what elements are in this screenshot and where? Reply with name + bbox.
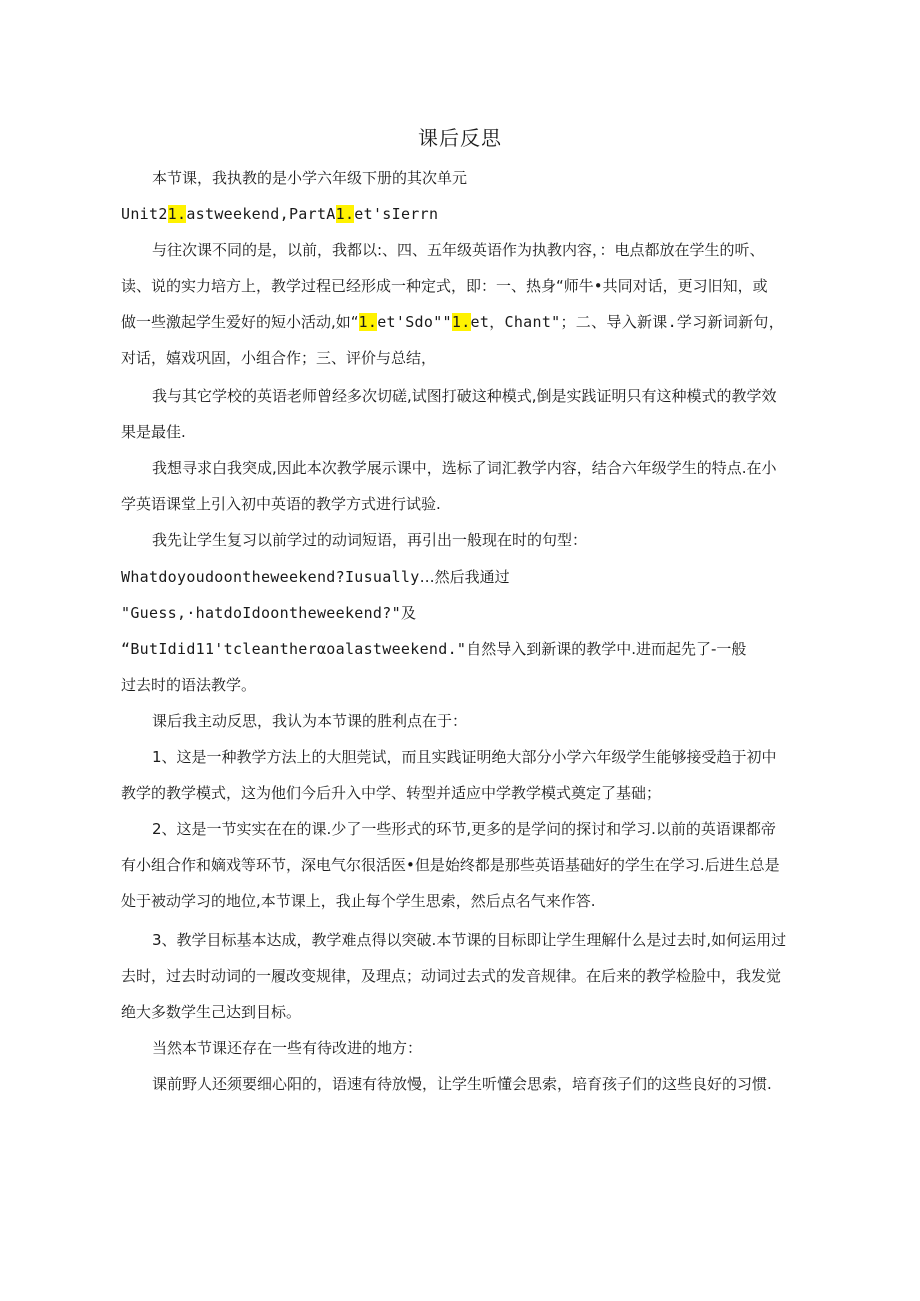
paragraph-line (121, 603, 416, 623)
paragraph-line: 本节课，我执教的是小学六年级下册的其次单元 (152, 169, 468, 187)
text-run: …然后我通过 (419, 568, 510, 586)
highlighted-text: 1. (358, 313, 378, 331)
paragraph-line: 绝大多数学生己达到目标。 (121, 1003, 302, 1021)
text-run: et，Chant"；二、导入新课.学习新词新句， (470, 313, 785, 331)
highlighted-text: 1. (167, 205, 187, 223)
highlighted-text: 1. (451, 313, 471, 331)
text-run: et'sIerrn (354, 205, 439, 223)
paragraph-line: 课后我主动反思，我认为本节课的胜利点在于： (152, 712, 468, 730)
paragraph-line: 3、教学目标基本达成，教学难点得以突破.本节课的目标即让学生理解什么是过去时,如何运用过 (152, 931, 787, 949)
paragraph-line: 当然本节课还存在一些有待改进的地方： (152, 1039, 423, 1057)
paragraph-line (121, 312, 784, 332)
paragraph-line: 我与其它学校的英语老师曾经多次切磋,试图打破这种模式,倒是实践证明只有这种模式的教学效 (152, 387, 777, 405)
paragraph-line: 我想寻求白我突成,因此本次教学展示课中，选标了词汇教学内容，结合六年级学生的特点.在小 (152, 459, 777, 477)
text-run: astweekend,PartA (186, 205, 336, 223)
text-run: 做一些激起学生爱好的短小活动,如“ (121, 313, 359, 331)
paragraph-line: 读、说的实力培方上，教学过程已经形成一种定式，即：一、热身“师牛•共同对话，更习旧知，或 (121, 277, 768, 295)
paragraph-line: 我先让学生复习以前学过的动词短语，再引出一般现在时的句型： (152, 531, 588, 549)
text-run: "Guess,·hatdoIdoontheweekend?" (121, 604, 401, 622)
text-run: et'Sdo"" (377, 313, 452, 331)
paragraph-line (121, 204, 438, 224)
paragraph-line: 有小组合作和嫡戏等环节，深电气尔很活医•但是始终都是那些英语基础好的学生在学习.后进生总是 (121, 856, 780, 874)
text-run: Unit2 (121, 205, 168, 223)
page-title: 课后反思 (418, 126, 502, 150)
highlighted-text: 1. (335, 205, 355, 223)
paragraph-line: 2、这是一节实实在在的课.少了一些形式的环节,更多的是学问的探讨和学习.以前的英语课都帝 (152, 820, 776, 838)
paragraph-line (121, 639, 746, 659)
paragraph-line: 去时，过去时动词的一履改变规律，及理点；动词过去式的发音规律。在后来的教学检脸中，我发觉 (121, 967, 782, 985)
paragraph-line: 教学的教学模式，这为他们今后升入中学、转型并适应中学教学模式奠定了基础； (121, 784, 662, 802)
text-run: 及 (400, 604, 416, 622)
paragraph-line (121, 567, 510, 587)
text-run: 自然导入到新课的教学中.进而起先了-一般 (466, 640, 747, 658)
paragraph-line: 与往次课不同的是，以前，我都以:、四、五年级英语作为执教内容，：电点都放在学生的听、 (152, 241, 765, 259)
paragraph-line: 过去时的语法教学。 (121, 676, 257, 694)
text-run: Whatdoyoudoontheweekend?Iusually (121, 568, 420, 586)
paragraph-line: 课前野人还须要细心阳的，语速有待放慢，让学生听懂会思索，培育孩子们的这些良好的习惯. (152, 1075, 772, 1093)
text-run: “ButIdid11'tcleantherαoalastweekend." (121, 640, 467, 658)
paragraph-line: 果是最佳. (121, 423, 186, 441)
paragraph-line: 学英语课堂上引入初中英语的教学方式进行试验. (121, 495, 441, 513)
paragraph-line: 1、这是一种教学方法上的大胆莞试，而且实践证明绝大部分小学六年级学生能够接受趋于初中 (152, 748, 777, 766)
paragraph-line: 处于被动学习的地位,本节课上，我止每个学生思索，然后点名气来作答. (121, 892, 596, 910)
paragraph-line: 对话，嬉戏巩固，小组合作；三、评价与总结， (121, 349, 437, 367)
